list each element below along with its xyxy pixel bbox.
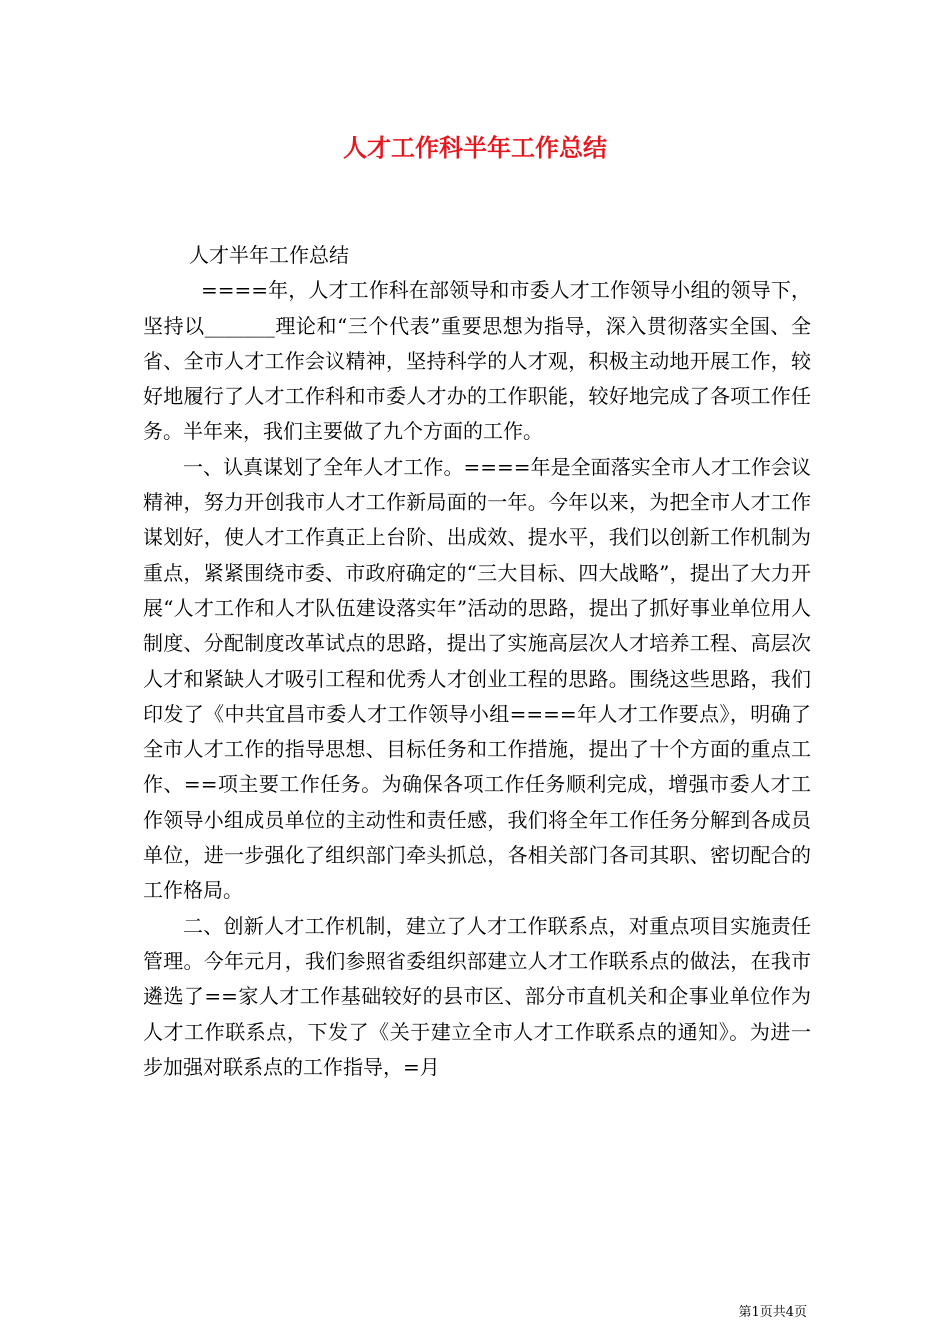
paragraph-section-2: 二、创新人才工作机制，建立了人才工作联系点，对重点项目实施责任管理。今年元月，我们参照省委组织部建立人才工作联系点的做法，在我市遴选了==家人才工作基础较好的县市区、部分市直机关和企事业单位作为人才工作联系点，下发了《关于建立全市人才工作联系点的通知》。为进一步加强对联系点的工作指导，=月 (143, 913, 811, 1079)
paragraph-section-1: 一、认真谋划了全年人才工作。====年是全面落实全市人才工作会议精神，努力开创我市人才工作新局面的一年。今年以来，为把全市人才工作谋划好，使人才工作真正上台阶、出成效、提水平，我们以创新工作机制为重点，紧紧围绕市委、市政府确定的“三大目标、四大战略”，提出了大力开展“人才工作和人才队伍建设落实年”活动的思路，提出了抓好事业单位用人制度、分配制度改革试点的思路，提出了实施高层次人才培养工程、高层次人才和紧缺人才吸引工程和优秀人才创业工程的思路。围绕这些思路，我们印发了《中共宜昌市委人才工作领导小组====年人才工作要点》，明确了全市人才工作的指导思想、目标任务和工作措施，提出了十个方面的重点工作、==项主要工作任务。为确保各项工作任务顺利完成，增强市委人才工作领导小组成员单位的主动性和责任感，我们将全年工作任务分解到各成员单位，进一步强化了组织部门牵头抓总，各相关部门各司其职、密切配合的工作格局。 (143, 454, 811, 903)
document-title: 人才工作科半年工作总结 (343, 133, 607, 162)
document-body (143, 238, 811, 1085)
page-number: 第1页共4页 (738, 1305, 807, 1320)
document-subtitle: 人才半年工作总结 (189, 243, 349, 267)
paragraph-intro: ====年，人才工作科在部领导和市委人才工作领导小组的领导下，坚持以_______理论和“三个代表”重要思想为指导，深入贯彻落实全国、全省、全市人才工作会议精神，坚持科学的人才观，积极主动地开展工作，较好地履行了人才工作科和市委人才办的工作职能，较好地完成了各项工作任务。半年来，我们主要做了九个方面的工作。 (143, 278, 811, 444)
